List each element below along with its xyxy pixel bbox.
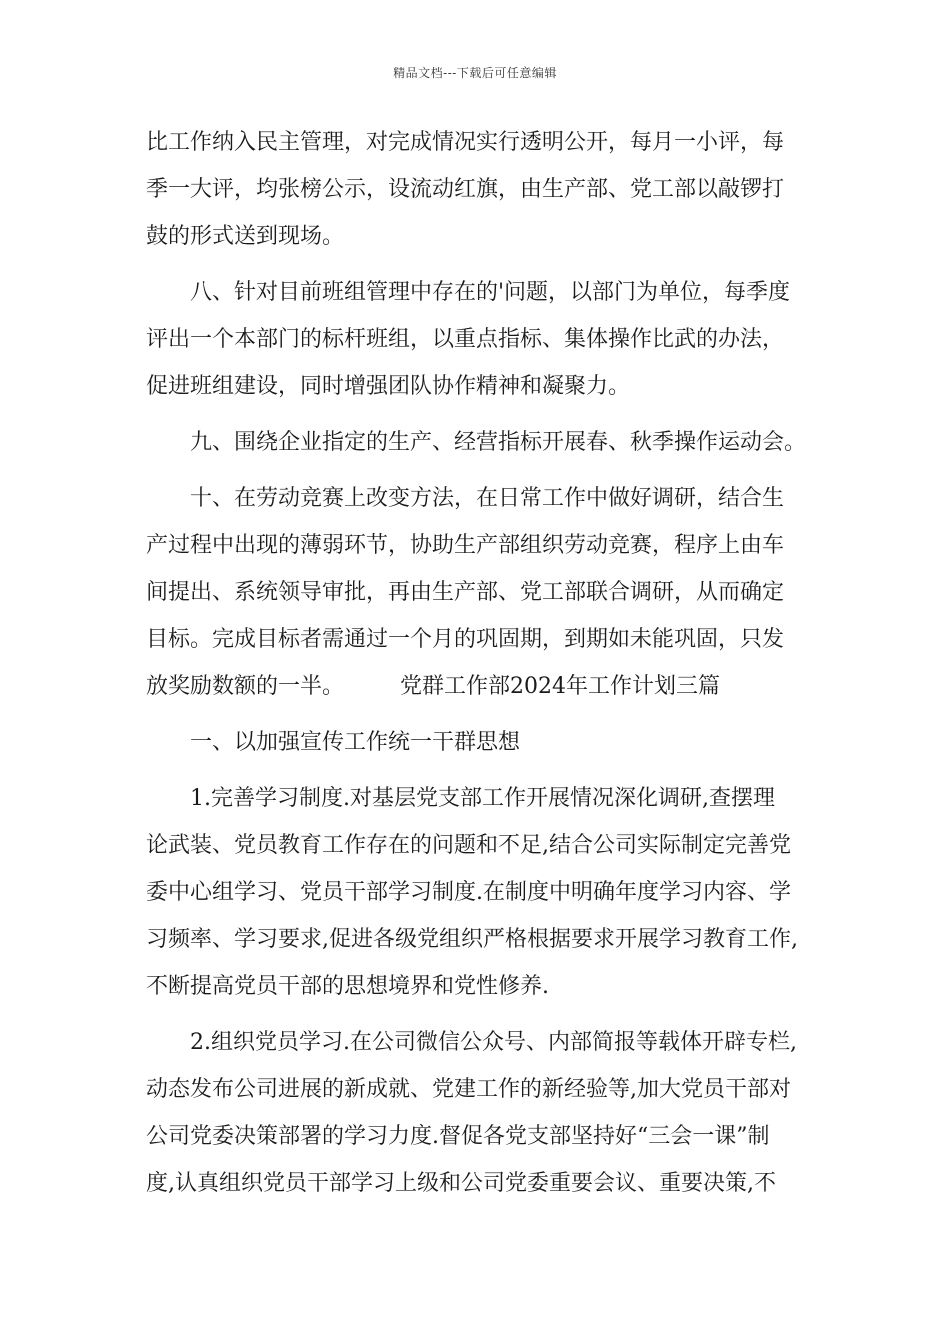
text-line: 八、针对目前班组管理中存在的'问题，以部门为单位，每季度 [190, 280, 791, 305]
text-line: 论武装、党员教育工作存在的问题和不足,结合公司实际制定完善党 [146, 833, 791, 858]
text-line: 间提出、系统领导审批，再由生产部、党工部联合调研，从而确定 [146, 580, 785, 605]
text-line: 2.组织党员学习.在公司微信公众号、内部简报等载体开辟专栏, [190, 1030, 797, 1055]
text-line: 不断提高党员干部的思想境界和党性修养. [146, 974, 549, 999]
text-line: 产过程中出现的薄弱环节，协助生产部组织劳动竞赛，程序上由车 [146, 533, 785, 558]
text-line: 评出一个本部门的标杆班组，以重点指标、集体操作比武的办法， [146, 327, 785, 352]
text-line: 九、围绕企业指定的生产、经营指标开展春、秋季操作运动会。 [190, 430, 807, 455]
text-fragment: 放奖励数额的一半。 [146, 674, 345, 699]
text-line: 1.完善学习制度.对基层党支部工作开展情况深化调研,查摆理 [190, 786, 775, 811]
text-line: 促进班组建设，同时增强团队协作精神和凝聚力。 [146, 374, 631, 399]
text-line: 比工作纳入民主管理，对完成情况实行透明公开，每月一小评，每 [146, 130, 785, 155]
page-header: 精品文档---下载后可任意编辑 [393, 66, 557, 80]
section-heading: 一、以加强宣传工作统一干群思想 [190, 730, 521, 755]
text-line: 季一大评，均张榜公示，设流动红旗，由生产部、党工部以敲锣打 [146, 177, 785, 202]
text-line: 十、在劳动竞赛上改变方法，在日常工作中做好调研，结合生 [190, 486, 785, 511]
text-line: 鼓的形式送到现场。 [146, 224, 345, 249]
text-line [146, 674, 814, 699]
text-line: 委中心组学习、党员干部学习制度.在制度中明确年度学习内容、学 [146, 880, 791, 905]
text-line: 度,认真组织党员干部学习上级和公司党委重要会议、重要决策,不 [146, 1171, 776, 1196]
text-line: 目标。完成目标者需通过一个月的巩固期，到期如未能巩固，只发 [146, 627, 785, 652]
text-line: 习频率、学习要求,促进各级党组织严格根据要求开展学习教育工作, [146, 927, 798, 952]
document-body [146, 130, 814, 1196]
section-title: 党群工作部2024年工作计划三篇 [400, 674, 721, 699]
text-line: 动态发布公司进展的新成就、党建工作的新经验等,加大党员干部对 [146, 1077, 791, 1102]
text-line: 公司党委决策部署的学习力度.督促各党支部坚持好“三会一课”制 [146, 1124, 770, 1149]
